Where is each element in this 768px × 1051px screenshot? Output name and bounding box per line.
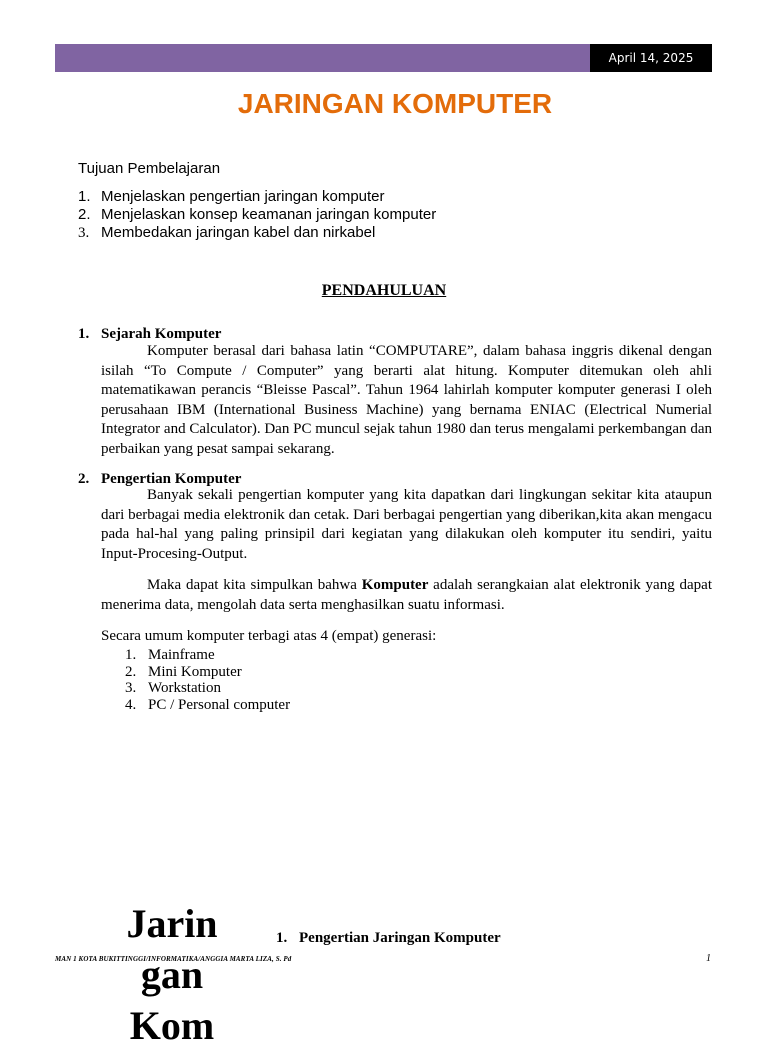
kesimpulan-text-start: Maka dapat kita simpulkan bahwa xyxy=(147,577,362,593)
objectives-heading: Tujuan Pembelajaran xyxy=(78,160,221,177)
generation-number: 3. xyxy=(125,680,137,696)
big-word-line-1: Jarin xyxy=(126,901,218,946)
generation-number: 1. xyxy=(125,647,137,663)
header-date: April 14, 2025 xyxy=(590,44,712,72)
objective-item xyxy=(78,206,718,224)
generation-item xyxy=(125,680,290,697)
generation-text: Workstation xyxy=(148,680,221,696)
subsection-heading-1 xyxy=(78,326,221,343)
objective-text: Membedakan jaringan kabel dan nirkabel xyxy=(101,224,376,241)
section-heading: PENDAHULUAN xyxy=(321,282,447,299)
big-word-line-2: gan xyxy=(140,952,204,997)
footer-text: MAN 1 KOTA BUKITTINGGI/INFORMATIKA/ANGGIA MARTA LIZA, S. Pd xyxy=(55,955,292,963)
subsection-title: Sejarah Komputer xyxy=(101,326,222,342)
page-number: 1 xyxy=(706,953,711,964)
next-subsection-heading xyxy=(276,930,501,947)
generation-text: Mainframe xyxy=(148,647,215,663)
objective-item xyxy=(78,224,718,242)
objective-item xyxy=(78,188,718,206)
subsection-number: 1. xyxy=(276,930,288,946)
generation-number: 4. xyxy=(125,696,137,713)
big-section-word xyxy=(110,898,234,1051)
paragraph-sejarah: Komputer berasal dari bahasa latin “COMPUTARE”, dalam bahasa inggris dikenal dengan isilah “To Compute / Computer” yang berarti alat hitung. Komputer ditemukan oleh ahli matematikawan perancis “Bleisse Pascal”. Tahun 1964 lahirlah komputer komputer generasi I oleh perusahaan IBM (International Business Machine) yang bernama ENIAC (Electrical Numerial Integrator and Calculator). Dan PC muncul sejak tahun 1980 dan terus mengalami perkembangan dan perbaikan yang pesat sampai sekarang. xyxy=(101,343,712,457)
subsection-number: 2. xyxy=(78,471,90,487)
subsection-title: Pengertian Komputer xyxy=(101,471,242,487)
objective-number: 2. xyxy=(78,206,91,223)
objective-text: Menjelaskan konsep keamanan jaringan komputer xyxy=(101,206,437,223)
objective-text: Menjelaskan pengertian jaringan komputer xyxy=(101,188,385,205)
paragraph-pengertian: Banyak sekali pengertian komputer yang kita dapatkan dari lingkungan sekitar kita ataupun dari berbagai media elektronik dan cetak. Dari berbagai pengertian yang diberikan,kita akan mengacu pada hal-hal yang paling prinsipil dari kegiatan yang dilakukan oleh komputer itu sendiri, yaitu Input-Procesing-Output. xyxy=(101,487,712,562)
header-bar xyxy=(55,44,590,72)
generations-intro: Secara umum komputer terbagi atas 4 (empat) generasi: xyxy=(101,628,437,644)
generation-text: Mini Komputer xyxy=(148,663,242,680)
generation-item xyxy=(125,647,290,664)
big-word-line-3: Kom xyxy=(129,1003,215,1048)
document-title: JARINGAN KOMPUTER xyxy=(237,88,553,119)
generations-list xyxy=(125,647,290,713)
kesimpulan-text-end: adalah serangkaian alat elektronik yang dapat menerima data, mengolah data serta menghasilkan suatu informasi. xyxy=(101,577,712,613)
generation-item xyxy=(125,664,290,681)
generation-text: PC / Personal computer xyxy=(148,696,291,713)
objectives-list xyxy=(78,188,718,242)
subsection-title: Pengertian Jaringan Komputer xyxy=(299,930,501,946)
generation-number: 2. xyxy=(125,663,137,680)
paragraph-kesimpulan xyxy=(101,576,712,615)
generation-item xyxy=(125,697,290,714)
objective-number: 3. xyxy=(78,225,90,241)
kesimpulan-bold-term: Komputer xyxy=(361,577,429,593)
subsection-number: 1. xyxy=(78,326,90,342)
objective-number: 1. xyxy=(78,188,91,205)
